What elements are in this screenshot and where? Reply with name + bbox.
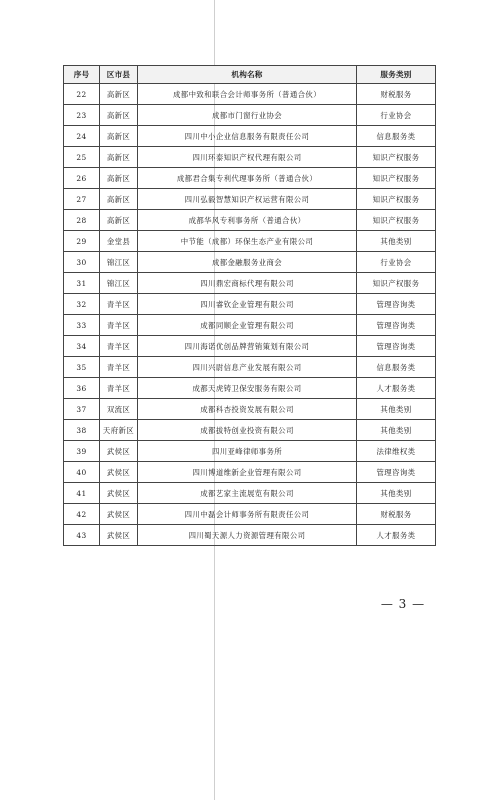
cell-service-category: 财税服务 <box>357 84 436 105</box>
cell-institution-name: 四川弘毅智慧知识产权运营有限公司 <box>138 189 357 210</box>
cell-service-category: 管理咨询类 <box>357 462 436 483</box>
cell-institution-name: 成都天虎铸卫保安服务有限公司 <box>138 378 357 399</box>
cell-district: 高新区 <box>100 105 138 126</box>
cell-institution-name: 成都君合集专利代理事务所（普通合伙） <box>138 168 357 189</box>
cell-district: 高新区 <box>100 126 138 147</box>
cell-institution-name: 成都同顺企业管理有限公司 <box>138 315 357 336</box>
cell-serial-no: 37 <box>64 399 100 420</box>
cell-district: 金堂县 <box>100 231 138 252</box>
table-row <box>64 378 436 399</box>
cell-district: 锦江区 <box>100 252 138 273</box>
cell-institution-name: 四川鼎宏商标代理有限公司 <box>138 273 357 294</box>
cell-service-category: 行业协会 <box>357 252 436 273</box>
table-row <box>64 105 436 126</box>
cell-service-category: 财税服务 <box>357 504 436 525</box>
cell-institution-name: 成都艺家主流展览有限公司 <box>138 483 357 504</box>
table-header-row <box>64 66 436 84</box>
cell-district: 武侯区 <box>100 483 138 504</box>
cell-serial-no: 35 <box>64 357 100 378</box>
cell-service-category: 人才服务类 <box>357 525 436 546</box>
cell-serial-no: 43 <box>64 525 100 546</box>
table-row <box>64 84 436 105</box>
cell-serial-no: 26 <box>64 168 100 189</box>
cell-institution-name: 四川中小企业信息服务有限责任公司 <box>138 126 357 147</box>
cell-service-category: 信息服务类 <box>357 357 436 378</box>
cell-district: 高新区 <box>100 147 138 168</box>
table-row <box>64 189 436 210</box>
cell-district: 青羊区 <box>100 336 138 357</box>
cell-district: 武侯区 <box>100 441 138 462</box>
table-row <box>64 147 436 168</box>
table-row <box>64 210 436 231</box>
table-body <box>64 84 436 546</box>
cell-serial-no: 31 <box>64 273 100 294</box>
cell-serial-no: 32 <box>64 294 100 315</box>
service-institution-table <box>63 65 436 546</box>
cell-institution-name: 四川环泰知识产权代理有限公司 <box>138 147 357 168</box>
cell-institution-name: 成都华风专利事务所（普通合伙） <box>138 210 357 231</box>
table-row <box>64 462 436 483</box>
cell-serial-no: 33 <box>64 315 100 336</box>
cell-district: 青羊区 <box>100 294 138 315</box>
cell-service-category: 人才服务类 <box>357 378 436 399</box>
cell-service-category: 管理咨询类 <box>357 336 436 357</box>
cell-institution-name: 四川睿钦企业管理有限公司 <box>138 294 357 315</box>
cell-serial-no: 34 <box>64 336 100 357</box>
cell-institution-name: 成都金融服务业商会 <box>138 252 357 273</box>
cell-serial-no: 42 <box>64 504 100 525</box>
header-institution-name: 机构名称 <box>138 66 357 84</box>
table-row <box>64 504 436 525</box>
cell-district: 武侯区 <box>100 462 138 483</box>
cell-service-category: 知识产权服务 <box>357 189 436 210</box>
cell-service-category: 知识产权服务 <box>357 210 436 231</box>
cell-district: 高新区 <box>100 210 138 231</box>
cell-service-category: 管理咨询类 <box>357 294 436 315</box>
cell-district: 高新区 <box>100 84 138 105</box>
cell-institution-name: 四川海诺优创品牌营销策划有限公司 <box>138 336 357 357</box>
cell-institution-name: 中节能（成都）环保生态产业有限公司 <box>138 231 357 252</box>
cell-service-category: 其他类别 <box>357 399 436 420</box>
cell-service-category: 知识产权服务 <box>357 273 436 294</box>
cell-service-category: 信息服务类 <box>357 126 436 147</box>
table-row <box>64 315 436 336</box>
cell-serial-no: 41 <box>64 483 100 504</box>
cell-district: 双流区 <box>100 399 138 420</box>
cell-serial-no: 30 <box>64 252 100 273</box>
table-row <box>64 420 436 441</box>
cell-service-category: 法律维权类 <box>357 441 436 462</box>
header-district: 区市县 <box>100 66 138 84</box>
table-row <box>64 231 436 252</box>
cell-institution-name: 成都中致和联合会计师事务所（普通合伙） <box>138 84 357 105</box>
cell-serial-no: 38 <box>64 420 100 441</box>
cell-institution-name: 成都科杏投资发展有限公司 <box>138 399 357 420</box>
table-row <box>64 483 436 504</box>
table-row <box>64 273 436 294</box>
cell-district: 天府新区 <box>100 420 138 441</box>
cell-district: 锦江区 <box>100 273 138 294</box>
table-row <box>64 294 436 315</box>
cell-serial-no: 39 <box>64 441 100 462</box>
header-serial-no: 序号 <box>64 66 100 84</box>
cell-serial-no: 24 <box>64 126 100 147</box>
cell-district: 高新区 <box>100 189 138 210</box>
cell-district: 青羊区 <box>100 315 138 336</box>
cell-serial-no: 25 <box>64 147 100 168</box>
cell-service-category: 知识产权服务 <box>357 168 436 189</box>
page-number: — 3 — <box>380 597 426 611</box>
cell-district: 青羊区 <box>100 357 138 378</box>
cell-serial-no: 22 <box>64 84 100 105</box>
table-row <box>64 399 436 420</box>
cell-district: 武侯区 <box>100 504 138 525</box>
cell-service-category: 其他类别 <box>357 420 436 441</box>
table-row <box>64 441 436 462</box>
cell-institution-name: 四川博道维新企业管理有限公司 <box>138 462 357 483</box>
cell-service-category: 行业协会 <box>357 105 436 126</box>
cell-institution-name: 四川亚峰律师事务所 <box>138 441 357 462</box>
cell-district: 武侯区 <box>100 525 138 546</box>
cell-district: 青羊区 <box>100 378 138 399</box>
table-row <box>64 357 436 378</box>
cell-institution-name: 四川蜀天源人力资源管理有限公司 <box>138 525 357 546</box>
cell-institution-name: 成都市门窗行业协会 <box>138 105 357 126</box>
cell-service-category: 管理咨询类 <box>357 315 436 336</box>
cell-service-category: 知识产权服务 <box>357 147 436 168</box>
cell-serial-no: 23 <box>64 105 100 126</box>
cell-institution-name: 四川兴尉信息产业发展有限公司 <box>138 357 357 378</box>
cell-institution-name: 成都拔特创业投资有限公司 <box>138 420 357 441</box>
cell-serial-no: 36 <box>64 378 100 399</box>
cell-serial-no: 28 <box>64 210 100 231</box>
cell-institution-name: 四川中磊会计师事务所有限责任公司 <box>138 504 357 525</box>
table-row <box>64 126 436 147</box>
cell-district: 高新区 <box>100 168 138 189</box>
table-row <box>64 336 436 357</box>
cell-service-category: 其他类别 <box>357 483 436 504</box>
cell-serial-no: 27 <box>64 189 100 210</box>
table-row <box>64 252 436 273</box>
table-row <box>64 168 436 189</box>
cell-service-category: 其他类别 <box>357 231 436 252</box>
cell-serial-no: 29 <box>64 231 100 252</box>
header-service-category: 服务类别 <box>357 66 436 84</box>
cell-serial-no: 40 <box>64 462 100 483</box>
table-row <box>64 525 436 546</box>
